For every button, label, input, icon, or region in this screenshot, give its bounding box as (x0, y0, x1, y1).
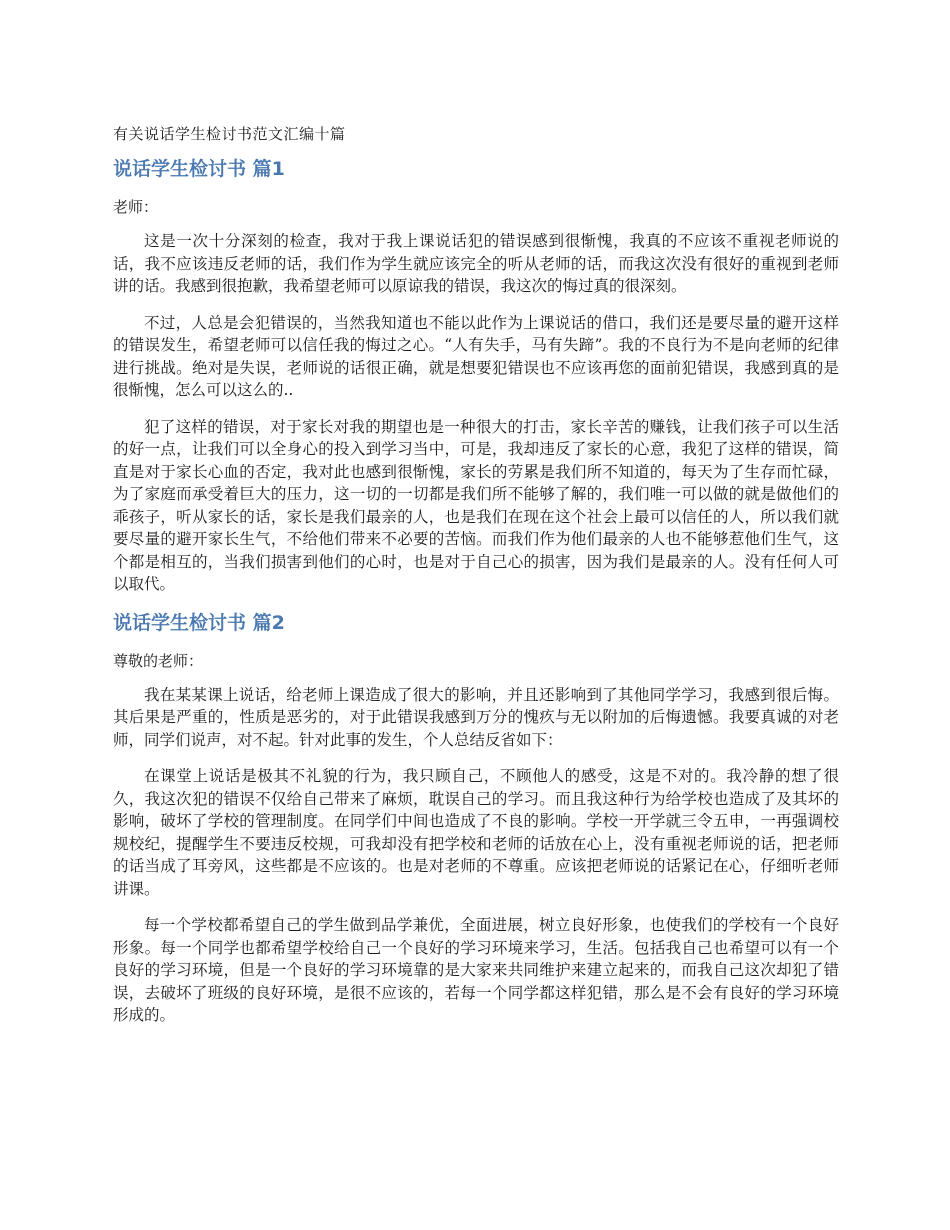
section-heading: 说话学生检讨书 篇1 (113, 158, 285, 180)
paragraph: 在课堂上说话是极其不礼貌的行为，我只顾自己，不顾他人的感受，这是不对的。我冷静的想了很久，我这次犯的错误不仅给自己带来了麻烦，耽误自己的学习。而且我这种行为给学校也造成了及其坏的影响，破坏了学校的管理制度。在同学们中间也造成了不良的影响。学校一开学就三令五申，一再强调校规校纪，提醒学生不要违反校规，可我却没有把学校和老师的话放在心上，没有重视老师说的话，把老师的话当成了耳旁风，这些都是不应该的。也是对老师的不尊重。应该把老师说的话紧记在心，仔细听老师讲课。 (113, 767, 839, 898)
paragraph: 我在某某课上说话，给老师上课造成了很大的影响，并且还影响到了其他同学学习，我感到很后悔。其后果是严重的，性质是恶劣的，对于此错误我感到万分的愧疚与无以附加的后悔遗憾。我要真诚的对老师，同学们说声，对不起。针对此事的发生，个人总结反省如下： (113, 685, 839, 749)
section-2 (113, 610, 839, 1027)
section-1 (113, 156, 839, 596)
paragraph: 这是一次十分深刻的检查，我对于我上课说话犯的错误感到很惭愧，我真的不应该不重视老师说的话，我不应该违反老师的话，我们作为学生就应该完全的听从老师的话，而我这次没有很好的重视到老师讲的话。我感到很抱歉，我希望老师可以原谅我的错误，我这次的悔过真的很深刻。 (113, 232, 839, 295)
section-heading: 说话学生检讨书 篇2 (113, 611, 285, 634)
document-title: 有关说话学生检讨书范文汇编十篇 (113, 125, 346, 143)
document-page (113, 118, 839, 1041)
salutation: 老师： (113, 198, 159, 216)
paragraph: 每一个学校都希望自己的学生做到品学兼优，全面进展，树立良好形象，也使我们的学校有一个良好形象。每一个同学也都希望学校给自己一个良好的学习环境来学习，生活。包括我自己也希望可以有一个良好的学习环境，但是一个良好的学习环境靠的是大家来共同维护来建立起来的，而我自己这次却犯了错误，去破坏了班级的良好环境，是很不应该的，若每一个同学都这样犯错，那么是不会有良好的学习环境形成的。 (113, 916, 839, 1024)
salutation: 尊敬的老师： (113, 651, 204, 670)
paragraph: 不过，人总是会犯错误的，当然我知道也不能以此作为上课说话的借口，我们还是要尽量的避开这样的错误发生，希望老师可以信任我的悔过之心。“人有失手，马有失蹄”。我的不良行为不是向老师的纪律进行挑战。绝对是失误，老师说的话很正确，就是想要犯错误也不应该再您的面前犯错误，我感到真的是很惭愧，怎么可以这么的.. (113, 313, 839, 399)
paragraph: 犯了这样的错误，对于家长对我的期望也是一种很大的打击，家长辛苦的赚钱，让我们孩子可以生活的好一点，让我们可以全身心的投入到学习当中，可是，我却违反了家长的心意，我犯了这样的错误，简直是对于家长心血的否定，我对此也感到很惭愧，家长的劳累是我们所不知道的，每天为了生存而忙碌，为了家庭而承受着巨大的压力，这一切的一切都是我们所不能够了解的，我们唯一可以做的就是做他们的乖孩子，听从家长的话，家长是我们最亲的人，也是我们在现在这个社会上最可以信任的人，所以我们就要尽量的避开家长生气，不给他们带来不必要的苦恼。而我们作为他们最亲的人也不能够惹他们生气，这个都是相互的，当我们损害到他们的心时，也是对于自己心的损害，因为我们是最亲的人。没有任何人可以取代。 (113, 417, 839, 593)
